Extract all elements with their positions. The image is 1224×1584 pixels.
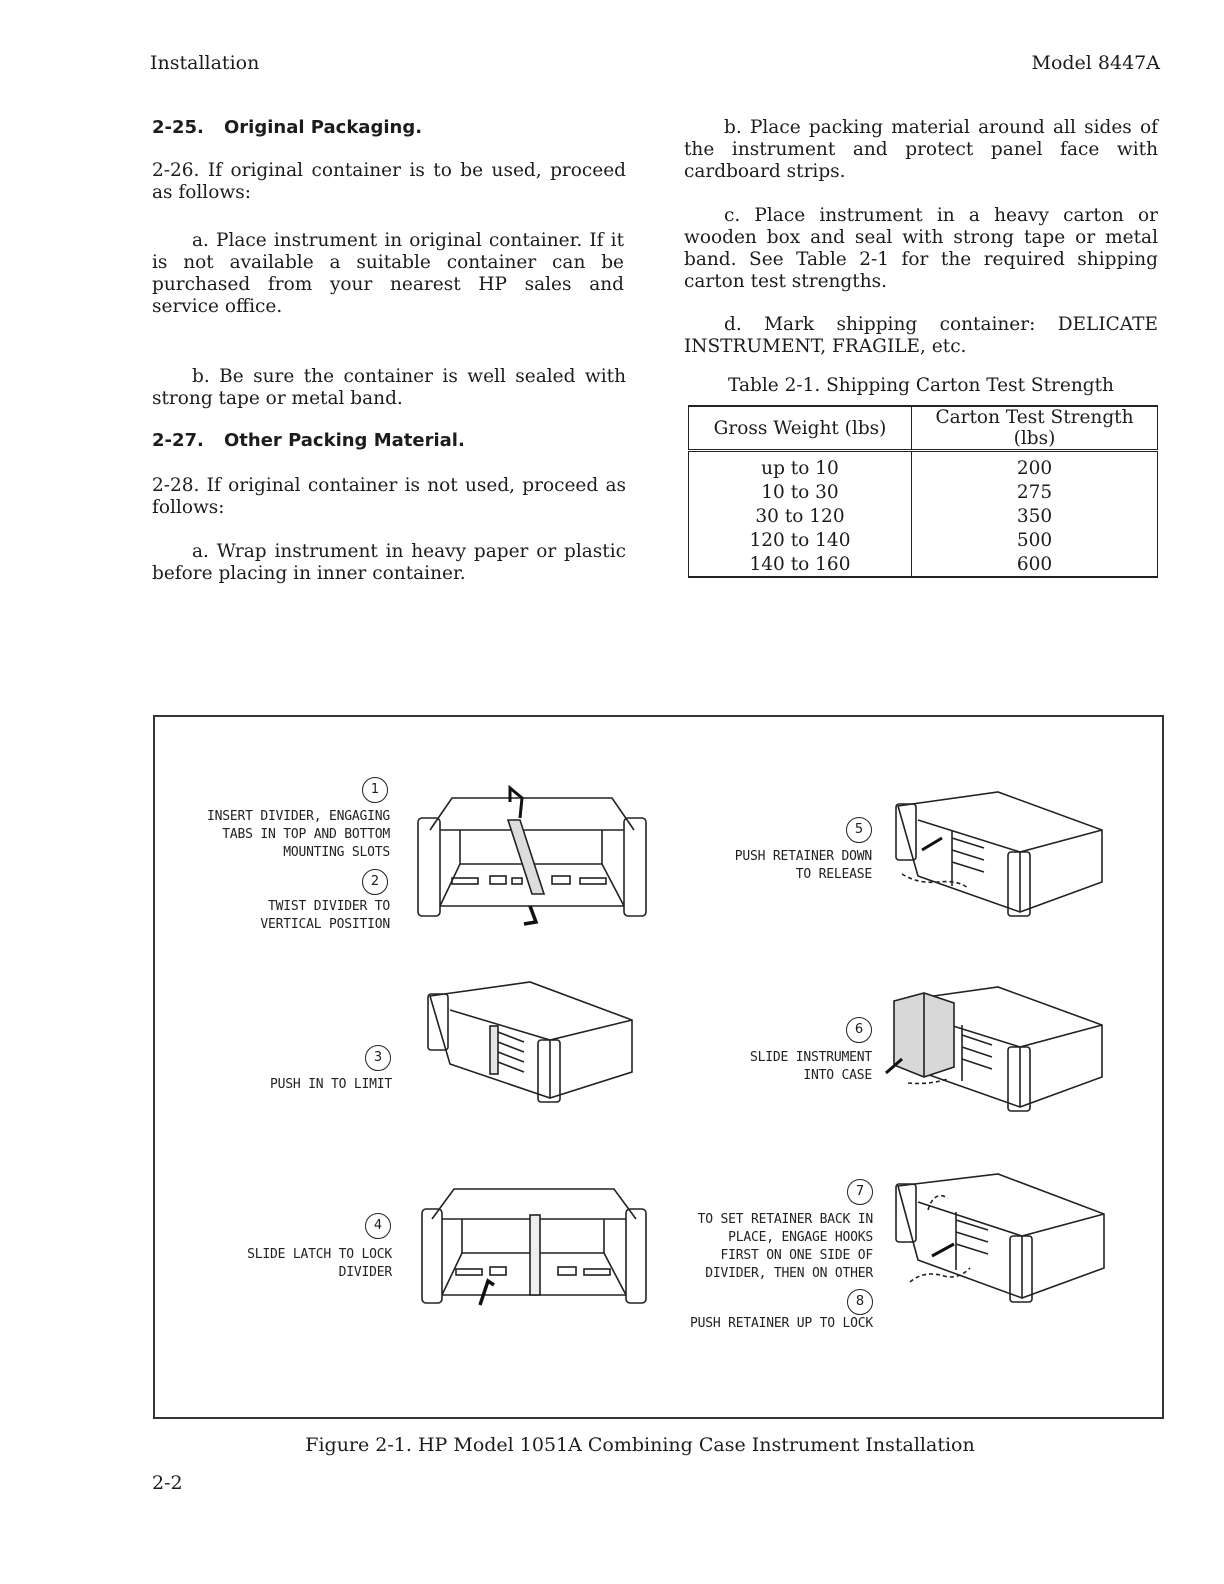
step-3-label: PUSH IN TO LIMIT xyxy=(269,1077,392,1092)
section-number: 2-27. xyxy=(152,430,204,451)
section-title: Other Packing Material. xyxy=(224,430,465,451)
case-slide-instrument-illustration xyxy=(888,985,1108,1125)
table-cell: 120 to 140 xyxy=(689,528,912,552)
section-heading-2-27 xyxy=(152,430,632,451)
section-title: Original Packaging. xyxy=(224,117,423,138)
running-header-left: Installation xyxy=(150,52,260,74)
table-cell: 30 to 120 xyxy=(689,504,912,528)
shipping-carton-table xyxy=(688,405,1158,578)
front-view-slide-latch-illustration xyxy=(418,1185,648,1315)
section-heading-2-25 xyxy=(152,117,632,138)
step-number-7: 7 xyxy=(847,1179,873,1205)
step-number-8: 8 xyxy=(847,1289,873,1315)
table-cell: 200 xyxy=(912,451,1158,481)
figure-caption: Figure 2-1. HP Model 1051A Combining Case Instrument Installation xyxy=(305,1434,975,1456)
step-5-label: PUSH RETAINER DOWN TO RELEASE xyxy=(734,849,872,882)
table-header-carton-strength: Carton Test Strength (lbs) xyxy=(912,406,1158,451)
table-header-gross-weight: Gross Weight (lbs) xyxy=(689,406,912,451)
step-number-3: 3 xyxy=(365,1045,391,1071)
table-cell: 275 xyxy=(912,480,1158,504)
paragraph-c: c. Place instrument in a heavy carton or wooden box and seal with strong tape or metal band. See Table 2-1 for the required shipping carton test strengths. xyxy=(684,205,1158,292)
case-push-in-illustration xyxy=(420,980,640,1120)
paragraph-2-28a: a. Wrap instrument in heavy paper or plastic before placing in inner container. xyxy=(152,541,626,584)
case-push-retainer-illustration xyxy=(888,790,1108,930)
step-8-label: PUSH RETAINER UP TO LOCK xyxy=(689,1316,873,1331)
table-cell: 600 xyxy=(912,552,1158,577)
paragraph-2-26a: a. Place instrument in original container. If it is not available a suitable container can be purchased from your nearest HP sales and service office. xyxy=(152,230,624,317)
section-number: 2-25. xyxy=(152,117,204,138)
table-cell: 140 to 160 xyxy=(689,552,912,577)
page-number: 2-2 xyxy=(152,1472,183,1494)
front-view-divider-insert-illustration xyxy=(412,790,652,930)
table-cell: 10 to 30 xyxy=(689,480,912,504)
step-number-6: 6 xyxy=(846,1017,872,1043)
paragraph-2-28: 2-28. If original container is not used, proceed as follows: xyxy=(152,475,626,518)
paragraph-2-26: 2-26. If original container is to be used, proceed as follows: xyxy=(152,160,626,203)
step-number-5: 5 xyxy=(846,817,872,843)
paragraph-2-26b: b. Be sure the container is well sealed with strong tape or metal band. xyxy=(152,366,626,409)
step-7-label: TO SET RETAINER BACK IN PLACE, ENGAGE HOOKS FIRST ON ONE SIDE OF DIVIDER, THEN ON OTHER xyxy=(697,1212,873,1281)
step-number-1: 1 xyxy=(362,777,388,803)
case-set-retainer-illustration xyxy=(888,1170,1108,1320)
table-cell: 500 xyxy=(912,528,1158,552)
step-4-label: SLIDE LATCH TO LOCK DIVIDER xyxy=(247,1247,392,1280)
table-cell: up to 10 xyxy=(689,451,912,481)
step-6-label: SLIDE INSTRUMENT INTO CASE xyxy=(749,1050,872,1083)
step-2-label: TWIST DIVIDER TO VERTICAL POSITION xyxy=(260,899,390,932)
running-header-right: Model 8447A xyxy=(1031,52,1160,74)
step-1-label: INSERT DIVIDER, ENGAGING TABS IN TOP AND BOTTOM MOUNTING SLOTS xyxy=(206,809,390,860)
paragraph-d: d. Mark shipping container: DELICATE INSTRUMENT, FRAGILE, etc. xyxy=(684,314,1158,357)
step-number-2: 2 xyxy=(362,869,388,895)
table-cell: 350 xyxy=(912,504,1158,528)
step-number-4: 4 xyxy=(365,1213,391,1239)
table-caption: Table 2-1. Shipping Carton Test Strength xyxy=(728,375,1114,396)
paragraph-b: b. Place packing material around all sides of the instrument and protect panel face with cardboard strips. xyxy=(684,117,1158,182)
